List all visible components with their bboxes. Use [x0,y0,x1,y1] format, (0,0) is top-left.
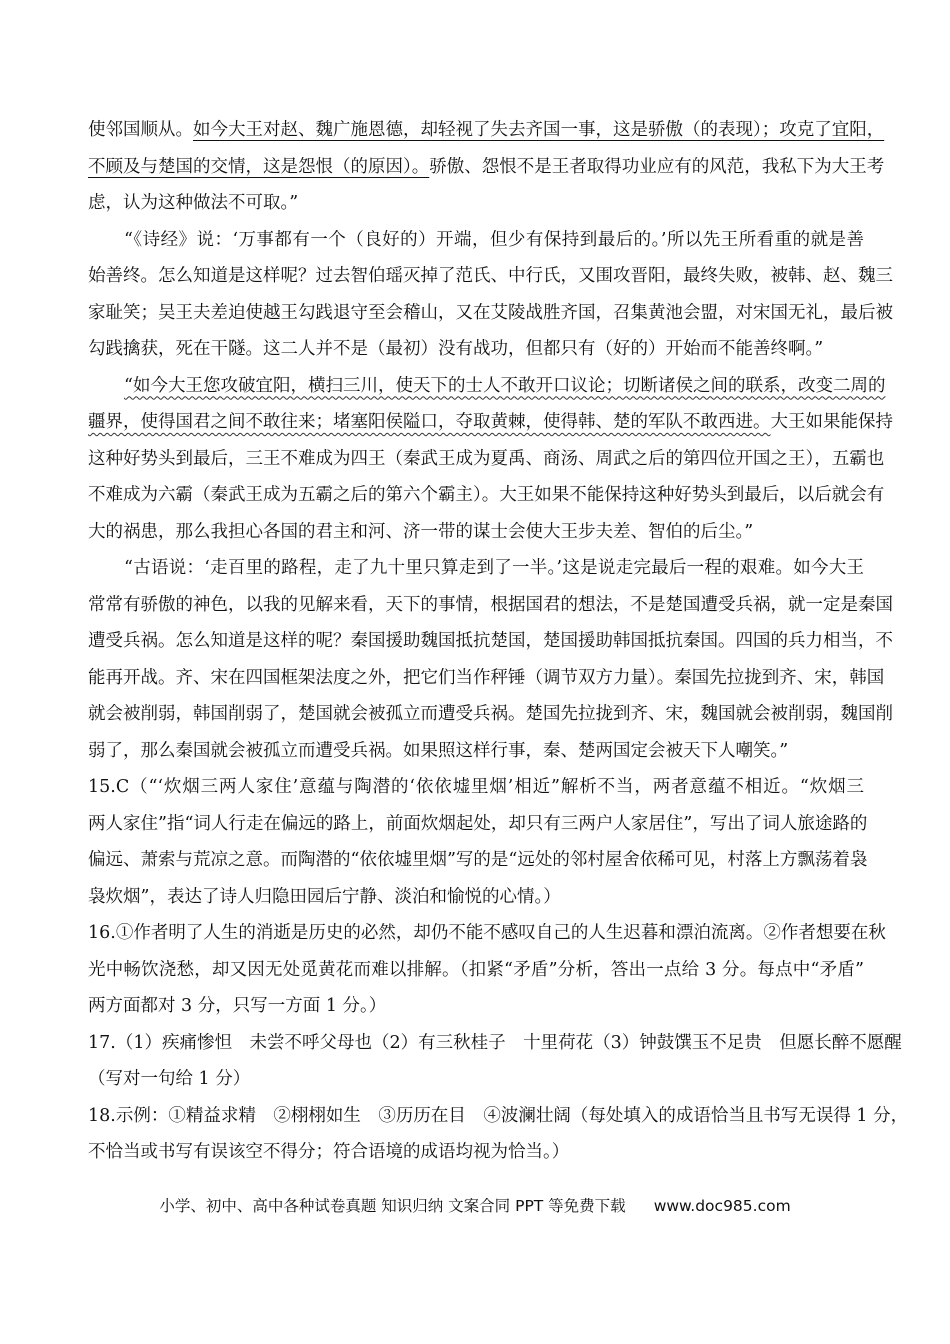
text-span: 骄傲、怨恨不是王者取得功业应有的风范，我私下为大王考 [429,156,885,177]
page-footer [0,1188,950,1225]
answer-17-line: 17.（1）疾痛惨怛 未尝不呼父母也（2）有三秋桂子 十里荷花（3）钟鼓馔玉不足贵 但愿长醉不愿醒 [88,1032,902,1053]
text-span: 使邻国顺从。 [88,120,193,140]
text-line: 虑，认为这种做法不可取。” [88,193,299,213]
text-line: 就会被削弱，韩国削弱了，楚国就会被孤立而遭受兵祸。楚国先拉拢到齐、宋，魏国就会被削弱，魏国削 [88,704,893,724]
answer-18-line: 不恰当或书写有误该空不得分；符合语境的成语均视为恰当。） [88,1142,570,1162]
footer-url[interactable]: www.doc985.com [653,1197,791,1215]
answer-15-line: 15.C（“‘炊烟三两人家住’意蕴与陶潜的‘依依墟里烟’相近”解析不当，两者意蕴不相近。“炊烟三 [88,777,864,797]
answer-15-line: 两人家住”指“词人行走在偏远的路上，前面炊烟起处，却只有三两户人家居住”，写出了词人旅途路的 [88,813,868,834]
text-line: 家耻笑；吴王夫差迫使越王勾践退守至会稽山，又在艾陵战胜齐国，召集黄池会盟，对宋国无礼，最后被 [88,302,893,323]
answer-text-block [88,112,909,1171]
text-line: 能再开战。齐、宋在四国框架法度之外，把它们当作秤锤（调节双方力量）。秦国先拉拢到齐、宋，韩国 [88,667,885,688]
text-line: 大的祸患，那么我担心各国的君主和河、济一带的谋士会使大王步夫差、智伯的后尘。” [88,521,754,542]
answer-15-line: 偏远、萧索与荒凉之意。而陶潜的“依依墟里烟”写的是“远处的邻村屋舍依稀可见，村落上方飘荡着袅 [88,850,868,870]
wavy-underlined-text: “如今大王您攻破宜阳，横扫三川，使天下的士人不敢开口议论；切断诸侯之间的联系，改变二周的 [124,375,886,396]
text-line [88,404,893,441]
text-line: 勾践擒获，死在干隧。这二人并不是（最初）没有战功，但都只有（好的）开始而不能善终啊。” [88,339,824,359]
wavy-underlined-text: 疆界，使得国君之间不敢往来；堵塞阳侯隘口，夺取黄棘，使得韩、楚的军队不敢西进。 [88,412,771,432]
answer-17-line: （写对一句给 1 分） [88,1069,251,1089]
text-line: 遭受兵祸。怎么知道是这样的呢？秦国援助魏国抵抗楚国，楚国援助韩国抵抗秦国。四国的兵力相当，不 [88,631,893,651]
text-line: 不难成为六霸（秦武王成为五霸之后的第六个霸主）。大王如果不能保持这种好势头到最后，以后就会有 [88,485,885,505]
text-span: 大王如果能保持 [770,412,893,432]
text-line [88,368,886,405]
text-line [88,149,885,186]
answer-16-line: 两方面都对 3 分，只写一方面 1 分。） [88,996,387,1016]
text-line: 始善终。怎么知道是这样呢？过去智伯瑶灭掉了范氏、中行氏，又围攻晋阳，最终失败，被韩、赵、魏三 [88,266,893,286]
text-line: “《诗经》说：‘万事都有一个（良好的）开端，但少有保持到最后的。’所以先王所看重的就是善 [124,229,864,250]
answer-15-line: 袅炊烟”，表达了诗人归隐田园后宁静、淡泊和愉悦的心情。） [88,886,561,907]
text-line: 弱了，那么秦国就会被孤立而遭受兵祸。如果照这样行事，秦、楚两国定会被天下人嘲笑。” [88,740,789,761]
underlined-text: 不顾及与楚国的交情，这是怨恨（的原因）。 [88,156,430,177]
text-line [88,112,885,149]
answer-16-line: 16.①作者明了人生的消逝是历史的必然，却仍不能不感叹自己的人生迟暮和漂泊流离。②作者想要在秋 [88,923,886,943]
text-line: 这种好势头到最后，三王不难成为四王（秦武王成为夏禹、商汤、周武之后的第四位开国之王），五霸也 [88,448,885,469]
underlined-text: 如今大王对赵、魏广施恩德，却轻视了失去齐国一事，这是骄傲（的表现）；攻克了宜阳， [193,120,885,140]
footer-text: 小学、初中、高中各种试卷真题 知识归纳 文案合同 PPT 等免费下载 [159,1197,626,1215]
text-line: 常常有骄傲的神色，以我的见解来看，天下的事情，根据国君的想法，不是楚国遭受兵祸，就一定是秦国 [88,594,893,615]
answer-18-line: 18.示例：①精益求精 ②栩栩如生 ③历历在目 ④波澜壮阔（每处填入的成语恰当且书写无误得 1 分， [88,1105,909,1126]
text-line: “古语说：‘走百里的路程，走了九十里只算走到了一半。’这是说走完最后一程的艰难。如今大王 [124,558,864,578]
answer-16-line: 光中畅饮浇愁，却又因无处觅黄花而难以排解。（扣紧“矛盾”分析，答出一点给 3 分。每点中“矛盾” [88,959,864,980]
